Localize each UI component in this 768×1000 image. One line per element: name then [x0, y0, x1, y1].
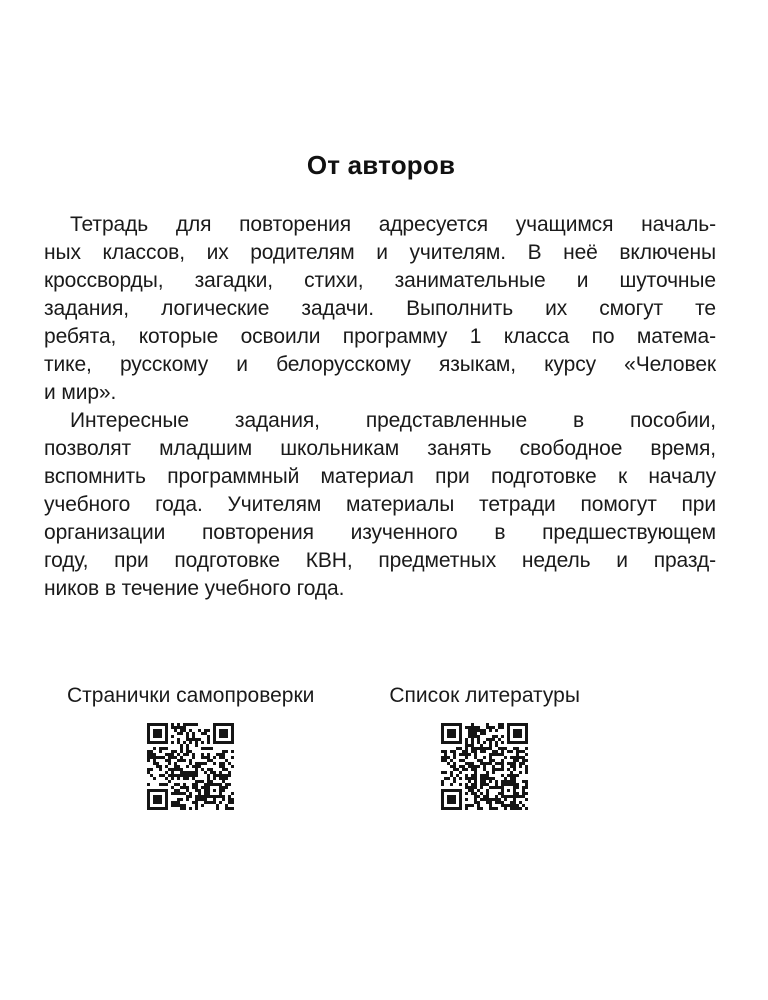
body-text: [44, 211, 716, 603]
qr-code-bibliography-icon: [441, 723, 528, 810]
paragraph-line: кроссворды, загадки, стихи, занимательные и шуточные: [44, 269, 716, 292]
paragraph-line: вспомнить программный материал при подготовке к началу: [44, 465, 716, 488]
paragraph-line: ребята, которые освоили программу 1 класса по матема-: [44, 325, 716, 348]
qr-block-bibliography: [389, 682, 580, 810]
paragraph-line: и мир».: [44, 381, 117, 404]
paragraph-line: Интересные задания, представленные в пособии,: [70, 409, 716, 432]
paragraph-line: учебного года. Учителям материалы тетради помогут при: [44, 493, 716, 516]
qr-label-self-check: Странички самопроверки: [67, 684, 315, 707]
page-title: От авторов: [306, 150, 456, 180]
paragraph-line: задания, логические задачи. Выполнить их смогут те: [44, 297, 716, 320]
paragraph-line: позволят младшим школьникам занять свободное время,: [44, 437, 716, 460]
paragraph-line: тике, русскому и белорусскому языкам, курсу «Человек: [44, 353, 716, 376]
qr-code-self-check-icon: [147, 723, 234, 810]
paragraph-line: ных классов, их родителям и учителям. В неё включены: [44, 241, 716, 264]
paragraph-line: организации повторения изученного в предшествующем: [44, 521, 716, 544]
paragraph-line: ников в течение учебного года.: [44, 577, 345, 600]
qr-section: [44, 682, 718, 810]
paragraph-line: году, при подготовке КВН, предметных недель и празд-: [44, 549, 716, 572]
qr-block-self-check: [67, 682, 314, 810]
paragraph-line: Тетрадь для повторения адресуется учащимся началь-: [70, 213, 716, 236]
qr-label-bibliography: Список литературы: [389, 684, 580, 707]
